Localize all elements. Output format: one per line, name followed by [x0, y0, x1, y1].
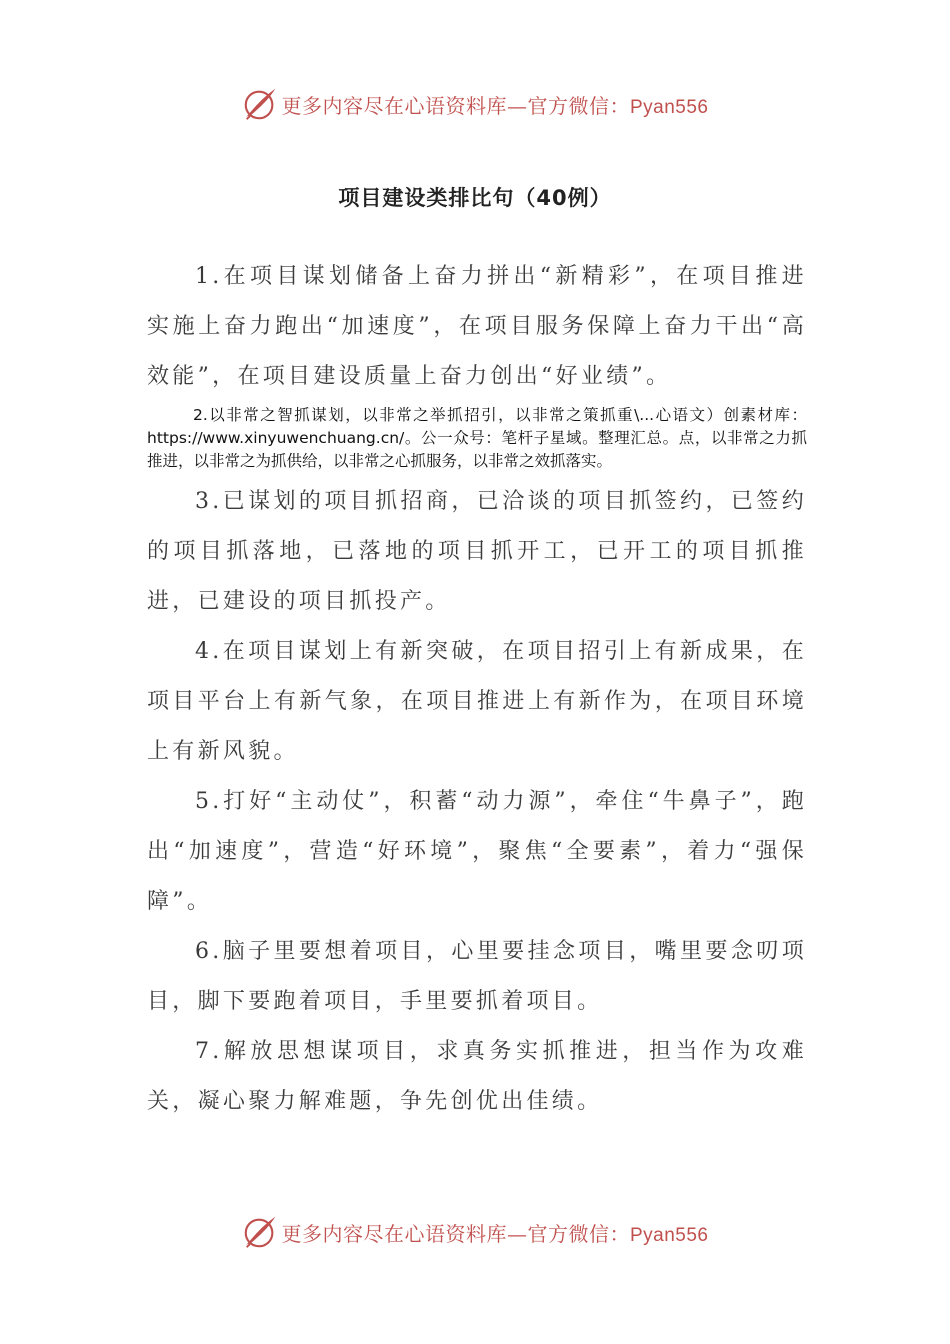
banner-text: 更多内容尽在心语资料库—官方微信：Pyan556	[281, 1221, 709, 1246]
document-title: 项目建设类排比句（40例）	[338, 186, 612, 210]
document-body	[147, 252, 807, 1127]
paragraph-4: 4.在项目谋划上有新突破，在项目招引上有新成果，在项目平台上有新气象，在项目推进上有新作为，在项目环境上有新风貌。	[147, 639, 807, 764]
banner-text: 更多内容尽在心语资料库—官方微信：Pyan556	[281, 93, 709, 118]
paragraph-7: 7.解放思想谋项目，求真务实抓推进，担当作为攻难关，凝心聚力解难题，争先创优出佳绩。	[147, 1039, 807, 1114]
quill-pen-logo-icon	[241, 1213, 279, 1251]
wechat-id: Pyan556	[629, 1224, 709, 1246]
paragraph-5: 5.打好“主动仗”，积蓄“动力源”，牵住“牛鼻子”，跑出“加速度”，营造“好环境”，聚焦“全要素”，着力“强保障”。	[147, 789, 807, 914]
paragraph-6: 6.脑子里要想着项目，心里要挂念项目，嘴里要念叨项目，脚下要跑着项目，手里要抓着项目。	[147, 939, 807, 1014]
paragraph-2: 2.以非常之智抓谋划，以非常之举抓招引，以非常之策抓重\...心语文）创素材库：https://www.xinyuwenchuang.cn/。公一众号：笔杆子星域。整理汇总。点，以非常之力抓推进，以非常之为抓供给，以非常之心抓服务，以非常之效抓落实。	[147, 406, 807, 470]
footer-banner	[0, 1212, 950, 1252]
wechat-id: Pyan556	[629, 96, 709, 118]
paragraph-1: 1.在项目谋划储备上奋力拼出“新精彩”，在项目推进实施上奋力跑出“加速度”，在项目服务保障上奋力干出“高效能”，在项目建设质量上奋力创出“好业绩”。	[147, 264, 807, 389]
quill-pen-logo-icon	[241, 85, 279, 123]
header-banner	[0, 84, 950, 124]
paragraph-3: 3.已谋划的项目抓招商，已洽谈的项目抓签约，已签约的项目抓落地，已落地的项目抓开工，已开工的项目抓推进，已建设的项目抓投产。	[147, 489, 807, 614]
